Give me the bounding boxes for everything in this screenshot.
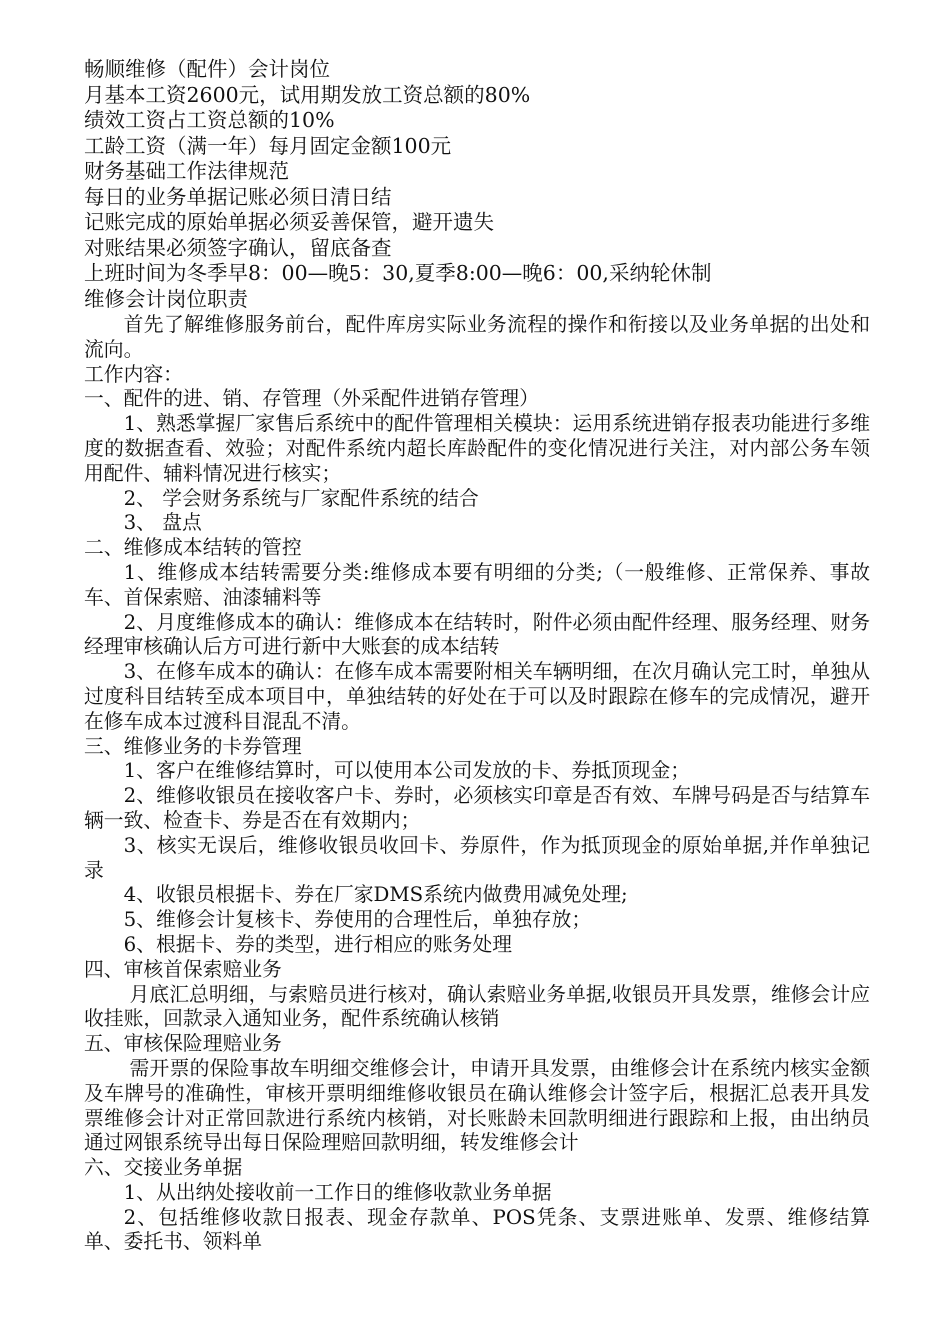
section-item: 3、核实无误后，维修收银员收回卡、券原件，作为抵顶现金的原始单据,并作单独记录 <box>84 833 870 882</box>
section-item: 需开票的保险事故车明细交维修会计，申请开具发票，由维修会计在系统内核实金额及车牌号的准确性，审核开票明细维修收银员在确认维修会计签字后，根据汇总表开具发票维修会计对正常回款进行系统内核销，对长账龄未回款明细进行跟踪和上报，由出纳员通过网银系统导出每日保险理赔回款明细，转发维修会计 <box>84 1056 870 1155</box>
section-item: 2、包括维修收款日报表、现金存款单、POS凭条、支票进账单、发票、维修结算单、委托书、领料单 <box>84 1205 870 1254</box>
section-title: 六、交接业务单据 <box>84 1156 243 1180</box>
section-item: 1、从出纳处接收前一工作日的维修收款业务单据 <box>123 1180 552 1204</box>
section-item: 4、收银员根据卡、券在厂家DMS系统内做费用减免处理; <box>123 883 628 907</box>
seniority-pay-line: 工龄工资（满一年）每月固定金额100元 <box>84 133 452 158</box>
working-hours-line: 上班时间为冬季早8：00—晚5：30,夏季8:00—晚6：00,采纳轮休制 <box>84 261 712 285</box>
section-item: 2、维修收银员在接收客户卡、券时，必须核实印章是否有效、车牌号码是否与结算车辆一致、检查卡、券是否在有效期内； <box>84 784 870 832</box>
duties-title: 维修会计岗位职责 <box>84 286 248 311</box>
section-item: 5、维修会计复核卡、券使用的合理性后，单独存放； <box>123 908 592 932</box>
section-item: 月底汇总明细，与索赔员进行核对，确认索赔业务单据,收银员开具发票，维修会计应收挂账，回款录入通知业务，配件系统确认核销 <box>84 982 870 1031</box>
section-item: 3、在修车成本的确认：在修车成本需要附相关车辆明细，在次月确认完工时，单独从过度科目结转至成本项目中，单独结转的好处在于可以及时跟踪在修车的完成情况，避开在修车成本过渡科目混乱不清。 <box>84 660 870 733</box>
rule-daily-settlement: 每日的业务单据记账必须日清日结 <box>84 184 392 209</box>
section-item: 6、根据卡、券的类型，进行相应的账务处理 <box>123 932 513 956</box>
section-title: 五、审核保险理赔业务 <box>84 1032 282 1056</box>
intro-paragraph: 首先了解维修服务前台，配件库房实际业务流程的操作和衔接以及业务单据的出处和流向。 <box>84 313 870 361</box>
base-salary-line: 月基本工资2600元，试用期发放工资总额的80% <box>84 82 531 107</box>
header-block <box>84 57 870 312</box>
section-item: 1、熟悉掌握厂家售后系统中的配件管理相关模块：运用系统进销存报表功能进行多维度的数据查看、效验；对配件系统内超长库龄配件的变化情况进行关注，对内部公务车领用配件、辅料情况进行核实； <box>84 412 870 485</box>
section-title: 四、审核首保索赔业务 <box>84 957 282 981</box>
rule-sign-reconciliation: 对账结果必须签字确认，留底备查 <box>84 235 392 260</box>
section-item: 3、 盘点 <box>123 511 202 535</box>
section-item: 1、客户在维修结算时，可以使用本公司发放的卡、券抵顶现金； <box>123 759 691 783</box>
rule-keep-documents: 记账完成的原始单据必须妥善保管，避开遗失 <box>84 210 494 234</box>
section-title: 三、维修业务的卡券管理 <box>84 734 302 758</box>
section-item: 2、 学会财务系统与厂家配件系统的结合 <box>123 486 479 510</box>
performance-pay-line: 绩效工资占工资总额的10% <box>84 108 335 132</box>
regulations-heading: 财务基础工作法律规范 <box>84 159 289 183</box>
section-title: 二、维修成本结转的管控 <box>84 536 302 560</box>
duties-body <box>84 313 870 1255</box>
section-item: 2、月度维修成本的确认：维修成本在结转时，附件必须由配件经理、服务经理、财务经理审核确认后方可进行新中大账套的成本结转 <box>84 610 870 659</box>
section-title: 一、配件的进、销、存管理（外采配件进销存管理） <box>84 387 539 411</box>
job-title: 畅顺维修（配件）会计岗位 <box>84 57 330 81</box>
section-item: 1、维修成本结转需要分类:维修成本要有明细的分类;（一般维修、正常保养、事故车、首保索赔、油漆辅料等 <box>84 560 870 609</box>
work-content-label: 工作内容： <box>84 362 183 386</box>
